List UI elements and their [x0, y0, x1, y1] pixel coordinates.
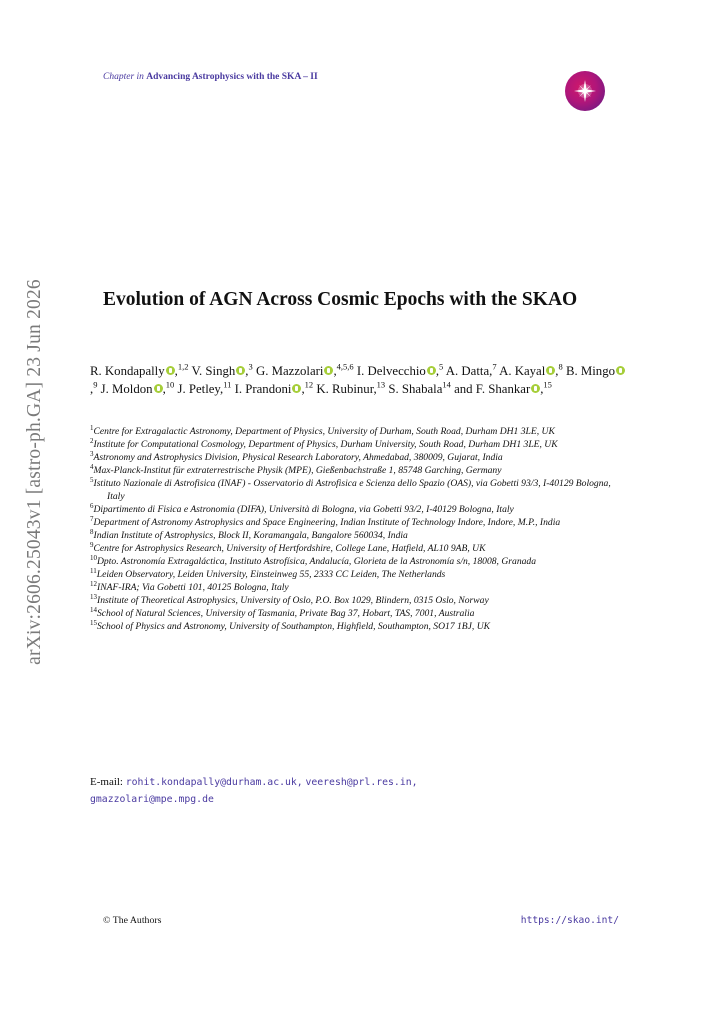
author-name: F. Shankar — [475, 382, 531, 396]
email-label: E-mail: — [90, 776, 123, 788]
affiliation-marker: 4,5,6 — [336, 361, 354, 372]
orcid-icon[interactable] — [236, 366, 245, 375]
affiliation-number: 15 — [90, 618, 97, 627]
author-list — [90, 362, 630, 398]
author-entry: G. Mazzolari ,$^{4,5,6}$ — [255, 361, 354, 378]
author-entry — [445, 361, 497, 378]
affiliation-text: Leiden Observatory, Leiden University, Einsteinweg 55, 2333 CC Leiden, The Netherlands — [96, 569, 446, 580]
author-name: K. Rubinur, — [316, 382, 377, 396]
author-name: A. Kayal — [499, 364, 546, 378]
paper-title: Evolution of AGN Across Cosmic Epochs with the SKAO — [103, 289, 578, 310]
orcid-icon[interactable] — [427, 366, 436, 375]
affiliation-item — [90, 438, 630, 451]
author-entry: J. Moldon ,$^{10}$ — [100, 379, 175, 396]
affiliation-item — [90, 503, 630, 516]
orcid-icon[interactable] — [154, 384, 163, 393]
copyright-notice: © The Authors — [103, 915, 162, 926]
affiliation-item — [90, 620, 630, 633]
affiliation-item — [90, 581, 630, 594]
author-name: J. Petley, — [177, 382, 224, 396]
affiliation-text: School of Physics and Astronomy, University of Southampton, Highfield, Southampton, SO17 1BJ, UK — [97, 621, 491, 632]
affiliation-text: Istituto Nazionale di Astrofisica (INAF) - Osservatorio di Astrofisica e Scienza dello Spazio (OAS), via Gobetti 93/3, I-40129 Bologna, Italy — [93, 478, 611, 502]
affiliation-number: 7 — [90, 514, 94, 523]
affiliation-marker: 15 — [543, 379, 552, 390]
affiliation-text: INAF-IRA; Via Gobetti 101, 40125 Bologna, Italy — [97, 582, 289, 593]
affiliation-number: 13 — [90, 592, 97, 601]
affiliation-number: 5 — [90, 475, 94, 484]
affiliation-marker: 1,2 — [177, 361, 189, 372]
affiliation-marker: 11 — [223, 379, 232, 390]
affiliation-item — [90, 529, 630, 542]
author-entry: V. Singh ,$^3$ — [191, 361, 253, 378]
orcid-icon[interactable] — [546, 366, 555, 375]
affiliation-item — [90, 477, 630, 503]
orcid-icon[interactable] — [616, 366, 625, 375]
author-entry — [388, 379, 451, 396]
affiliation-text: School of Natural Sciences, University of Tasmania, Private Bag 37, Hobart, TAS, 7001, Australia — [97, 608, 475, 619]
affiliation-item — [90, 555, 630, 568]
author-entry: I. Delvecchio ,$^5$ — [356, 361, 444, 378]
author-name: R. Kondapally — [90, 364, 165, 378]
affiliation-number: 2 — [90, 436, 94, 445]
orcid-icon[interactable] — [292, 384, 301, 393]
affiliation-number: 11 — [90, 566, 97, 575]
affiliation-marker: 3 — [248, 361, 253, 372]
affiliation-text: Centre for Extragalactic Astronomy, Department of Physics, University of Durham, South Road, Durham DH1 3LE, UK — [93, 426, 555, 437]
author-entry — [316, 379, 386, 396]
email-link[interactable]: veeresh@prl.res.in, — [305, 777, 418, 788]
affiliation-text: Institute for Computational Cosmology, Department of Physics, Durham University, South Road, Durham DH1 3LE, UK — [93, 439, 558, 450]
affiliation-marker: 14 — [442, 379, 451, 390]
affiliation-text: Dpto. Astronomía Extragaláctica, Instituto Astrofísica, Andalucía, Glorieta de la Astronomía s/n, 18008, Granada — [97, 556, 537, 567]
author-name: V. Singh — [191, 364, 236, 378]
book-title: Advancing Astrophysics with the SKA – II — [146, 72, 318, 82]
affiliation-text: Institute of Theoretical Astrophysics, University of Oslo, P.O. Box 1029, Blindern, 0315 Oslo, Norway — [97, 595, 489, 606]
author-name: S. Shabala — [388, 382, 443, 396]
ska-logo-icon — [565, 71, 605, 111]
affiliation-number: 3 — [90, 449, 94, 458]
affiliation-text: Dipartimento di Fisica e Astronomia (DIFA), Università di Bologna, via Gobetti 93/2, I-40129 Bologna, Italy — [93, 504, 514, 515]
chapter-header — [103, 72, 318, 82]
affiliation-text: Department of Astronomy Astrophysics and Space Engineering, Indian Institute of Technology Indore, Indore, M.P., India — [93, 517, 561, 528]
email-block — [90, 774, 630, 808]
affiliation-item — [90, 568, 630, 581]
author-name: G. Mazzolari — [255, 364, 324, 378]
author-entry: A. Kayal ,$^8$ — [499, 361, 563, 378]
affiliation-text: Centre for Astrophysics Research, University of Hertfordshire, College Lane, Hatfield, AL10 9AB, UK — [93, 543, 486, 554]
affiliation-text: Indian Institute of Astrophysics, Block II, Koramangala, Bangalore 560034, India — [93, 530, 408, 541]
affiliation-number: 14 — [90, 605, 97, 614]
orcid-icon[interactable] — [166, 366, 175, 375]
author-entry: B. Mingo,$^9$ — [90, 364, 625, 396]
affiliation-item — [90, 425, 630, 438]
affiliation-number: 12 — [90, 579, 97, 588]
author-name: A. Datta, — [445, 364, 493, 378]
affiliation-number: 6 — [90, 501, 94, 510]
arxiv-identifier: arXiv:2606.25043v1 [astro-ph.GA] 23 Jun 2026 — [24, 279, 45, 665]
affiliation-item — [90, 607, 630, 620]
affiliation-list — [90, 425, 630, 633]
affiliation-item — [90, 464, 630, 477]
arxiv-sidebar — [20, 268, 50, 676]
and-word: and — [454, 382, 473, 396]
author-name: I. Prandoni — [234, 382, 292, 396]
affiliation-item — [90, 594, 630, 607]
email-link[interactable]: rohit.kondapally@durham.ac.uk, — [125, 777, 303, 788]
affiliation-number: 8 — [90, 527, 94, 536]
affiliation-number: 10 — [90, 553, 97, 562]
orcid-icon[interactable] — [324, 366, 333, 375]
affiliation-marker: 10 — [165, 379, 175, 390]
affiliation-number: 9 — [90, 540, 94, 549]
affiliation-item — [90, 542, 630, 555]
affiliation-text: Max-Planck-Institut für extraterrestrische Physik (MPE), Gießenbachstraße 1, 85748 Garching, Germany — [93, 465, 502, 476]
author-name: B. Mingo — [565, 364, 616, 378]
author-entry: and F. Shankar ,$^{15}$ — [454, 379, 552, 396]
affiliation-text: Astronomy and Astrophysics Division, Physical Research Laboratory, Ahmedabad, 380009, Gujarat, India — [93, 452, 503, 463]
affiliation-marker: 8 — [558, 361, 563, 372]
orcid-icon[interactable] — [531, 384, 540, 393]
author-name: I. Delvecchio — [356, 364, 426, 378]
affiliation-number: 1 — [90, 423, 94, 432]
email-link[interactable]: gmazzolari@mpe.mpg.de — [90, 794, 214, 805]
affiliation-marker: 13 — [376, 379, 386, 390]
author-entry: R. Kondapally ,$^{1,2}$ — [90, 361, 189, 378]
affiliation-marker: 7 — [492, 361, 497, 372]
affiliation-marker: 5 — [439, 361, 444, 372]
affiliation-marker: 12 — [304, 379, 314, 390]
author-entry — [177, 379, 232, 396]
affiliation-item — [90, 451, 630, 464]
affiliation-number: 4 — [90, 462, 94, 471]
author-entry: I. Prandoni ,$^{12}$ — [234, 379, 314, 396]
chapter-in-label: Chapter in — [103, 72, 144, 82]
affiliation-marker: 9 — [93, 379, 98, 390]
ska-website-link[interactable]: https://skao.int/ — [520, 915, 619, 926]
author-name: J. Moldon — [100, 382, 153, 396]
affiliation-item — [90, 516, 630, 529]
